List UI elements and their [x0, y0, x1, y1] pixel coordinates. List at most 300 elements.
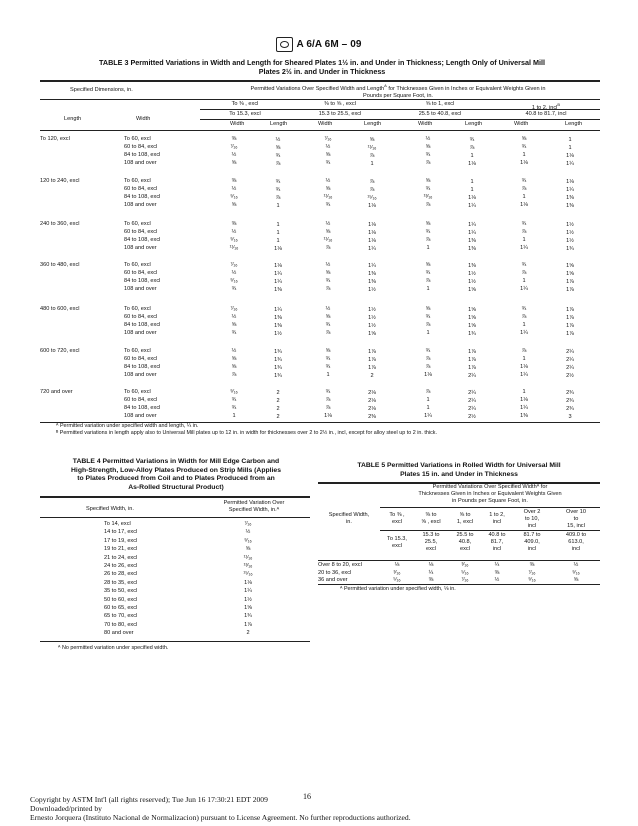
table3-rule-d [40, 130, 600, 131]
table3-value-cell: ⁹⁄₁₆ [230, 194, 238, 200]
page-number: 16 [303, 792, 311, 801]
table3-value-cell: ⅞ [425, 237, 431, 243]
table3-value-cell: 1½ [368, 287, 376, 293]
table3-value-cell: 1 [276, 222, 280, 228]
table3-value-cell: 1 [426, 397, 430, 403]
table3-wt-1: To 15.3, excl [229, 111, 261, 117]
table3-value-cell: 1 [276, 230, 280, 236]
table3-value-cell: ½ [275, 137, 281, 143]
table3-value-cell: 1¾ [274, 349, 282, 355]
table3-value-cell: ⅞ [275, 161, 281, 167]
table3-thk-4-text: 1 to 2, incl [531, 104, 558, 111]
table3-width-cell: 108 and over [124, 202, 157, 208]
table3-value-cell: 1⅞ [468, 365, 476, 371]
table3-perm-sup: A [384, 83, 387, 88]
table5-wt-label-1: To 15.3, [387, 536, 407, 542]
table3-value-cell: 1⅛ [566, 179, 574, 185]
table5-title-line2: Plates 15 in. and Under in Thickness [400, 470, 518, 478]
table5-thickness-col-line: To ⅜ , [389, 512, 405, 518]
table5-thickness-col-line: ⅜ to [425, 512, 437, 518]
table5-title [318, 462, 600, 479]
table3-value-cell: 1 [276, 238, 280, 244]
table3-value-cell: 1 [522, 322, 526, 328]
table3-value-cell: ¾ [275, 153, 281, 159]
table3-value-cell: 1⅛ [368, 230, 376, 236]
table5-thickness-col-line: incl [492, 519, 502, 526]
table3-sub-width-2: Width [318, 121, 333, 127]
table3-value-cell: ¾ [521, 221, 527, 227]
table3-value-cell: 1⅜ [274, 323, 282, 329]
table5-weight-col-line: excl [426, 546, 436, 553]
table3-value-cell: 1⅛ [274, 246, 282, 252]
table4-row-width: To 14, excl [104, 521, 131, 527]
table4-row-variation: ⁷⁄₁₆ [244, 521, 252, 527]
table3-value-cell: ⅞ [325, 286, 331, 292]
table5-weight-col [552, 532, 600, 554]
table4-title-line1: TABLE 4 Permitted Variations in Width for Mill Edge Carbon and [72, 458, 280, 465]
table3-value-cell: 1⅜ [468, 246, 476, 252]
table3-value-cell: 1⅝ [468, 287, 476, 293]
table3-width-cell: 108 and over [124, 330, 157, 336]
table3-value-cell: ¹³⁄₁₆ [423, 194, 433, 200]
table3-value-cell: ⅝ [425, 306, 431, 312]
table5-thickness-col [448, 512, 482, 526]
table3-value-cell: ⁹⁄₁₆ [230, 237, 238, 243]
table5-thickness-col [414, 512, 448, 526]
table4-row-width: 65 to 70, excl [104, 613, 138, 620]
table3-value-cell: ⅝ [425, 178, 431, 184]
table3-value-cell: 2 [370, 373, 374, 379]
table5-value-cell: ⁹⁄₁₆ [528, 577, 536, 584]
table3-value-cell: 1⅛ [520, 397, 528, 403]
table5-thickness-col-line: to [573, 516, 579, 523]
table3-value-cell: ⅝ [325, 314, 331, 320]
table3-value-cell: 1⅝ [468, 307, 476, 313]
table3-col-width: Width [136, 116, 151, 122]
table3-value-cell: ½ [231, 186, 237, 192]
table3-value-cell: ⅝ [325, 186, 331, 192]
table3-wt-4: 40.8 to 81.7, incl [525, 111, 567, 117]
table3-width-cell: 84 to 108, excl [124, 152, 161, 158]
table3-sub-width-4: Width [514, 121, 529, 127]
astm-logo-icon [276, 37, 293, 52]
table3-value-cell: 1½ [566, 238, 574, 244]
table3-width-cell: To 60, excl [124, 306, 151, 312]
table3-value-cell: 1½ [368, 307, 376, 313]
table3-footnote-b: ᴮ Permitted variations in length apply also to Universal Mill plates up to 12 in. in width for thicknesses over 2 to 2½ in., incl, except for alloy steel up to 2 in. thick. [56, 430, 437, 436]
table3-value-cell: ¾ [521, 178, 527, 184]
table4-row-variation: ½ [245, 529, 251, 536]
table3-value-cell: 1¼ [520, 372, 528, 378]
table3-value-cell: ⅞ [425, 160, 431, 166]
table3-value-cell: 1¼ [274, 271, 282, 277]
table3-value-cell: ½ [231, 229, 237, 235]
table3-value-cell: 1 [326, 372, 330, 378]
table3-value-cell: ¾ [231, 397, 237, 403]
table5-wt-label [380, 536, 414, 550]
table5-spec-2: in. [346, 519, 352, 526]
table3-width-cell: 84 to 108, excl [124, 322, 161, 328]
table3-value-cell: ⅞ [425, 278, 431, 284]
table3-length-cell: 120 to 240, excl [40, 178, 80, 184]
table3-length-cell: 480 to 600, excl [40, 306, 80, 312]
table3-wt-3: 25.5 to 40.8, excl [418, 111, 462, 117]
table3-value-cell: ½ [425, 136, 431, 142]
table3-value-cell: 1⅛ [468, 195, 476, 201]
table3-value-cell: ¹¹⁄₁₆ [229, 245, 239, 251]
table5-hdr-2: Thicknesses Given in Inches or Equivalent Weights Given [418, 491, 562, 498]
table5-weight-col-line: 409.0 to [565, 532, 587, 538]
document-header [0, 37, 638, 52]
table3-value-cell: 1 [470, 179, 474, 185]
table5-row-width: Over 8 to 20, excl [318, 562, 362, 568]
table3-value-cell: ⅝ [521, 136, 527, 142]
table5-weight-col [414, 532, 448, 554]
table5-thickness-col-line: ⅝ , excl [421, 519, 441, 526]
table3-width-cell: 60 to 84, excl [124, 229, 158, 235]
table3-value-cell: ⅝ [231, 322, 237, 328]
table3-value-cell: 2¼ [566, 365, 574, 371]
table4-col-perm-a: Permitted Variation Over [223, 500, 285, 506]
table3-value-cell: 1⅜ [566, 195, 574, 201]
table3-value-cell: 2 [276, 398, 280, 404]
table3-value-cell: 1¼ [368, 246, 376, 252]
table3-value-cell: ¾ [425, 152, 431, 158]
table3-length-cell: 720 and over [40, 389, 73, 395]
table3-value-cell: 1 [370, 161, 374, 167]
table3-value-cell: 1¼ [424, 413, 432, 419]
table3-value-cell: ⅝ [425, 262, 431, 268]
table3-value-cell: ¾ [325, 278, 331, 284]
table3-value-cell: 1¾ [566, 246, 574, 252]
table3-value-cell: 1 [470, 153, 474, 159]
table4-row-variation: ⅝ [245, 546, 251, 553]
table3-value-cell: 1⅞ [468, 349, 476, 355]
table3-value-cell: ⅞ [521, 186, 527, 192]
table3-value-cell: ⅝ [231, 364, 237, 370]
table5-weight-col-line: excl [460, 546, 470, 553]
table3-value-cell: ⅝ [325, 229, 331, 235]
table3-value-cell: 1¾ [274, 373, 282, 379]
table3-value-cell: ⁷⁄₁₆ [324, 136, 332, 142]
table3-value-cell: ⅜ [231, 221, 237, 227]
table5-title-line1: TABLE 5 Permitted Variations in Rolled Width for Universal Mill [357, 462, 561, 469]
table4-row-variation: ⁹⁄₁₆ [244, 537, 252, 544]
table3-value-cell: ½ [231, 152, 237, 158]
table3-value-cell: 1¼ [468, 230, 476, 236]
table5-value-cell: ⁷⁄₁₆ [528, 569, 536, 576]
table5-weight-col [482, 532, 512, 554]
table5-value-cell: ⅜ [428, 577, 434, 584]
table3-width-cell: 108 and over [124, 413, 157, 419]
table3-thk-1: To ⅜ , excl [231, 101, 259, 107]
footer-copyright: Copyright by ASTM Int'l (all rights reserved); Tue Jun 16 17:30:21 EDT 2009 [30, 795, 268, 804]
table4-col-perm-b: Specified Width, in.ᴬ [228, 507, 280, 514]
table3-value-cell: 1⅛ [566, 153, 574, 159]
table4-row-width: 60 to 65, excl [104, 605, 138, 611]
table5-spec-width [318, 512, 380, 526]
table4-col-spec-width: Specified Width, in. [86, 506, 134, 512]
table3-value-cell: ¾ [325, 364, 331, 370]
table3-perm-text-c: Pounds per Square Foot, in. [363, 93, 433, 100]
table3-value-cell: ¾ [325, 160, 331, 166]
table3-value-cell: 1¼ [274, 279, 282, 285]
table5-weight-col-line: incl [571, 546, 581, 553]
table3-value-cell: ⅞ [231, 372, 237, 378]
table3-value-cell: 1⅜ [368, 279, 376, 285]
table3-thk-sup: B [557, 102, 561, 107]
table3-thk-2: ⅜ to ⅝ , excl [324, 101, 356, 107]
table3-value-cell: 1⅜ [274, 315, 282, 321]
table3-value-cell: 1⅞ [566, 287, 574, 293]
table3-value-cell: ⁹⁄₁₆ [230, 389, 238, 395]
table3-value-cell: ⅞ [521, 270, 527, 276]
table3-value-cell: ½ [231, 314, 237, 320]
table3-value-cell: ⅝ [275, 145, 281, 151]
table3-value-cell: 1⅞ [566, 307, 574, 313]
table3-width-cell: 60 to 84, excl [124, 356, 158, 362]
table3-width-cell: To 60, excl [124, 136, 151, 142]
table3-value-cell: ¾ [325, 202, 331, 208]
table5-rule-c [318, 560, 600, 561]
table4-row-width: 35 to 50, excl [104, 588, 138, 595]
table3-value-cell: ⅞ [325, 330, 331, 336]
table4-row-variation: 1⅞ [244, 621, 252, 628]
table3-perm-text-b: for Thicknesses Given in Inches or Equivalent Weights Given in [386, 85, 546, 92]
table3-value-cell: ¾ [425, 314, 431, 320]
table3-value-cell: 1⅛ [468, 161, 476, 167]
table5-value-cell: ⁵⁄₁₆ [461, 569, 469, 576]
table3-value-cell: ⅞ [425, 389, 431, 395]
table3-value-cell: ¾ [325, 322, 331, 328]
table3-value-cell: 1⅛ [520, 160, 528, 166]
table3-value-cell: ½ [325, 178, 331, 184]
table3-width-cell: 84 to 108, excl [124, 237, 161, 243]
table3-value-cell: ⅞ [521, 348, 527, 354]
table3-value-cell: 1¾ [274, 357, 282, 363]
table3-value-cell: 1½ [368, 315, 376, 321]
table4-row-variation: 1⅝ [244, 605, 252, 611]
table4-row-width: 70 to 80, excl [104, 621, 138, 628]
table5-thickness-col [552, 509, 600, 531]
table3-value-cell: 1⅞ [368, 365, 376, 371]
table3-value-cell: ¾ [231, 405, 237, 411]
table3-value-cell: 1 [568, 137, 572, 143]
table4-row-variation: 1¾ [244, 613, 252, 620]
table5-weight-col-line: 25.5, [424, 539, 438, 546]
table3-value-cell: ⅞ [369, 153, 375, 159]
table3-value-cell: 1⅞ [566, 315, 574, 321]
table5-thickness-col-line: excl [392, 519, 402, 526]
table3-value-cell: 1⅞ [468, 357, 476, 363]
table3-width-cell: To 60, excl [124, 389, 151, 395]
table3-width-cell: 108 and over [124, 286, 157, 292]
table5-wt-label-2: excl [392, 543, 402, 550]
table5-rule-a [380, 507, 600, 508]
table4-title-line3: to Plates Produced from Coil and to Plates Produced from an [77, 475, 275, 483]
table5-row-width: 20 to 36, excl [318, 569, 352, 576]
table3-value-cell: 1¾ [274, 365, 282, 371]
table3-width-cell: 60 to 84, excl [124, 144, 158, 150]
footer-license: Ernesto Jorquera (Instituto Nacional de Normalizacion) pursuant to License Agreement. No further reproductions authorized. [30, 813, 411, 822]
table3-value-cell: 1 [522, 356, 526, 362]
table3-length-cell: 360 to 480, excl [40, 262, 80, 268]
table3-value-cell: 1¼ [566, 161, 574, 167]
table3-value-cell: 1¼ [368, 263, 376, 269]
table3-value-cell: 1⅜ [468, 263, 476, 269]
table5-thickness-col-line: to 10, [525, 516, 539, 523]
table5-weight-col-line: incl [527, 546, 537, 553]
table3-value-cell: ½ [325, 306, 331, 312]
table3-value-cell: ½ [325, 144, 331, 150]
table3-value-cell: 2⅛ [368, 390, 376, 396]
table3-value-cell: ⅞ [521, 314, 527, 320]
table3-value-cell: 1¼ [274, 307, 282, 313]
table3-value-cell: ¾ [425, 186, 431, 192]
table5-value-cell: ³⁄₁₆ [393, 569, 401, 576]
table3-value-cell: 1¼ [520, 405, 528, 411]
table3-value-cell: 1⅛ [324, 413, 332, 419]
table3-value-cell: 1⅝ [468, 315, 476, 321]
table3-value-cell: 1¾ [468, 331, 476, 337]
table5-weight-col-line: 25.5 to [456, 532, 474, 538]
table3-rule-b [200, 109, 600, 110]
table3-value-cell: ⅞ [425, 356, 431, 362]
table3-length-cell: To 120, excl [40, 136, 70, 142]
table3-width-cell: To 60, excl [124, 221, 151, 227]
table5-perm-header [380, 484, 600, 506]
table3-value-cell: 1⅛ [274, 263, 282, 269]
table3-value-cell: ½ [325, 262, 331, 268]
table3-value-cell: ⅝ [425, 221, 431, 227]
table4-row-variation: ¹⁵⁄₁₆ [243, 571, 253, 578]
table3-value-cell: 2⅛ [368, 406, 376, 412]
table4-row-width: 80 and over [104, 630, 134, 637]
table5-thickness-col [512, 509, 552, 531]
table5-value-cell: ⅝ [573, 577, 579, 584]
table3-value-cell: ⅞ [425, 364, 431, 370]
table3-value-cell: ¾ [521, 144, 527, 150]
table3-perm-text-a: Permitted Variations Over Specified Width and Length [250, 85, 385, 92]
table3-width-cell: 84 to 108, excl [124, 194, 161, 200]
table5-value-cell: ³⁄₁₆ [461, 562, 469, 568]
table4-row-width: 14 to 17, excl [104, 529, 138, 536]
table3-value-cell: ⅝ [231, 202, 237, 208]
table4-top-rule [40, 496, 310, 498]
table3-width-cell: 84 to 108, excl [124, 278, 161, 284]
table3-value-cell: ⅜ [231, 178, 237, 184]
table3-value-cell: 2¾ [566, 406, 574, 412]
table3-value-cell: 1 [276, 203, 280, 209]
table3-value-cell: 1⅝ [368, 331, 376, 337]
table5-rule-b [380, 530, 600, 531]
table3-length-cell: 600 to 720, excl [40, 348, 80, 354]
table3-value-cell: ¾ [469, 137, 475, 143]
table4-title-line4: As-Rolled Structural Product) [128, 483, 224, 491]
table5-weight-col [512, 532, 552, 554]
table4-row-variation: ¹³⁄₁₆ [243, 563, 253, 569]
table3-value-cell: 1⅛ [520, 202, 528, 208]
table3-value-cell: 2¼ [566, 357, 574, 363]
table4-row-variation: 2 [246, 630, 250, 637]
table3-value-cell: ⁹⁄₁₆ [230, 278, 238, 284]
table3-value-cell: 1 [426, 245, 430, 251]
table4-title-line2: High-Strength, Low-Alloy Plates Produced on Strip Mills (Applies [71, 466, 281, 474]
table5-weight-col-line: incl [492, 546, 502, 553]
table5-value-cell: ⁹⁄₁₆ [572, 569, 580, 576]
table3-value-cell: 1½ [566, 222, 574, 228]
footer-downloaded: Downloaded/printed by [30, 804, 102, 813]
table3-value-cell: ¾ [425, 348, 431, 354]
table5-footnote: ᴬ Permitted variation under specified width, ⅛ in. [340, 586, 456, 592]
table3-value-cell: 1⅜ [368, 271, 376, 277]
table3-width-cell: To 60, excl [124, 262, 151, 268]
table3-value-cell: ½ [231, 348, 237, 354]
table4-row-variation: 1⅛ [244, 579, 252, 586]
table3-value-cell: 2⅜ [368, 414, 376, 420]
table3-value-cell: ⅝ [325, 348, 331, 354]
table3-value-cell: ⅞ [425, 322, 431, 328]
table4-row-width: 21 to 24, excl [104, 554, 138, 561]
table3-value-cell: 2 [276, 406, 280, 412]
table5-value-cell: ⅛ [428, 562, 434, 568]
table4-row-width: 17 to 19, excl [104, 537, 138, 544]
table3-value-cell: 2⅛ [368, 398, 376, 404]
table3-thk-3: ⅝ to 1, excl [425, 101, 455, 107]
table3-value-cell: 1 [522, 237, 526, 243]
table3-value-cell: ¹¹⁄₁₆ [323, 194, 333, 200]
table3-sub-width-3: Width [418, 121, 433, 127]
table5-weight-col-line: 613.0, [568, 539, 584, 546]
table3-value-cell: 1 [470, 187, 474, 193]
table3-width-cell: 84 to 108, excl [124, 364, 161, 370]
table3-width-cell: 60 to 84, excl [124, 270, 158, 276]
table3-value-cell: 2¼ [468, 373, 476, 379]
table5-thickness-col-line: Over 10 [566, 509, 586, 515]
table5-value-cell: ⅛ [394, 562, 400, 568]
table5-thickness-col-line: 1, excl [456, 519, 474, 526]
table3-value-cell: 1 [568, 145, 572, 151]
table3-value-cell: 1⅛ [520, 364, 528, 370]
table3-value-cell: ⅞ [325, 397, 331, 403]
table3-col-length: Length [64, 116, 82, 122]
table5-spec-1: Specified Width, [328, 512, 370, 518]
table3-value-cell: 1⅝ [468, 323, 476, 329]
table3-rule-c [200, 119, 600, 120]
table3-value-cell: ⅞ [325, 405, 331, 411]
table5-weight-col-line: 81.7, [490, 539, 504, 546]
table5-value-cell: ⁵⁄₁₆ [393, 577, 401, 584]
table5-row-width: 36 and over [318, 577, 348, 584]
table3-value-cell: 2¼ [468, 406, 476, 412]
table3-sub-length-3: Length [465, 121, 483, 127]
table3-value-cell: ⅞ [521, 229, 527, 235]
table3-width-cell: To 60, excl [124, 178, 151, 184]
table4-row-variation: 1¼ [244, 588, 252, 595]
table3-sub-width-1: Width [230, 121, 245, 127]
table3-value-cell: 1⅜ [520, 413, 528, 419]
table3-value-cell: 1½ [468, 279, 476, 285]
table5-value-cell: ¼ [428, 569, 434, 576]
table3-value-cell: 1¼ [468, 203, 476, 209]
table3-width-cell: 60 to 84, excl [124, 186, 158, 192]
table3-value-cell: 2¾ [566, 390, 574, 396]
table5-value-cell: ⅜ [494, 569, 500, 576]
table3-value-cell: 1⅜ [566, 203, 574, 209]
table3-value-cell: ¾ [325, 356, 331, 362]
table3-value-cell: ⅝ [325, 270, 331, 276]
table3-value-cell: 2¾ [566, 398, 574, 404]
